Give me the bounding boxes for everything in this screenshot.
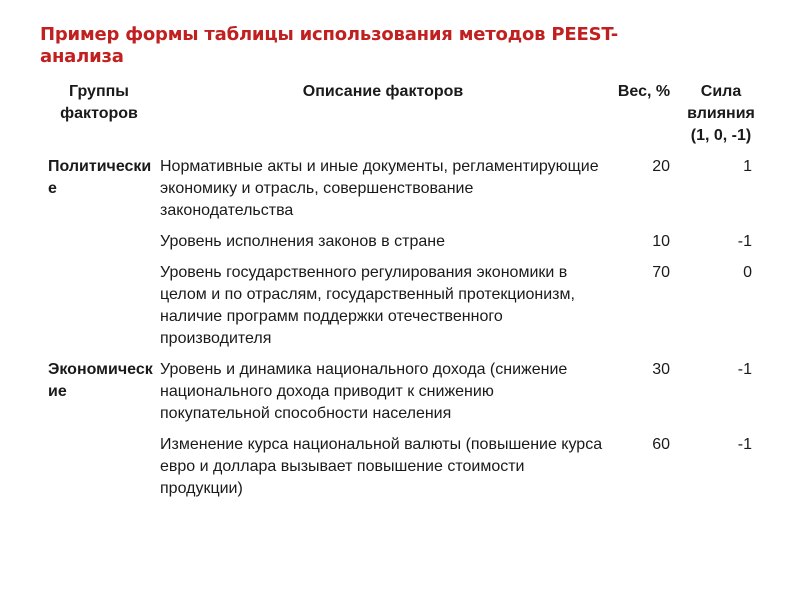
header-factor-description: Описание факторов [302,83,464,100]
impact-force-cell: 0 [743,264,752,281]
table-row [40,151,762,226]
factor-group-cell [40,257,158,354]
factor-description-cell: Изменение курса национальной валюты (повышение курса евро и доллара вызывает повышение стоимости продукции) [160,436,603,497]
table-row [40,257,762,354]
factor-description-cell: Уровень исполнения законов в стране [160,233,445,250]
table-row [40,354,762,429]
impact-force-cell: -1 [737,233,752,250]
factor-group-cell: Экономические [48,361,153,400]
weight-cell: 30 [652,361,670,378]
factor-group-cell [40,226,158,257]
table-header-row [40,76,762,151]
header-factor-groups: Группы факторов [60,83,138,122]
factor-group-cell: Политические [48,158,152,197]
factor-group-cell [40,429,158,504]
weight-cell: 60 [652,436,670,453]
header-weight: Вес, % [617,83,671,100]
weight-cell: 20 [652,158,670,175]
impact-force-cell: -1 [737,361,752,378]
factor-description-cell: Уровень и динамика национального дохода (снижение национального дохода приводит к снижению покупательной способности населения [160,361,568,422]
factor-description-cell: Уровень государственного регулирования экономики в целом и по отраслям, государственный протекционизм, наличие программ поддержки отечественного производителя [160,264,575,347]
peest-table [40,76,762,504]
table-row [40,226,762,257]
factor-description-cell: Нормативные акты и иные документы, регламентирующие экономику и отрасль, совершенствование законодательства [160,158,599,219]
table-row [40,429,762,504]
weight-cell: 10 [652,233,670,250]
impact-force-cell: -1 [737,436,752,453]
header-impact-force: Сила влияния (1, 0, -1) [687,83,755,144]
slide-title: Пример формы таблицы использования методов PEEST-анализа [40,24,619,67]
impact-force-cell: 1 [743,158,752,175]
weight-cell: 70 [652,264,670,281]
